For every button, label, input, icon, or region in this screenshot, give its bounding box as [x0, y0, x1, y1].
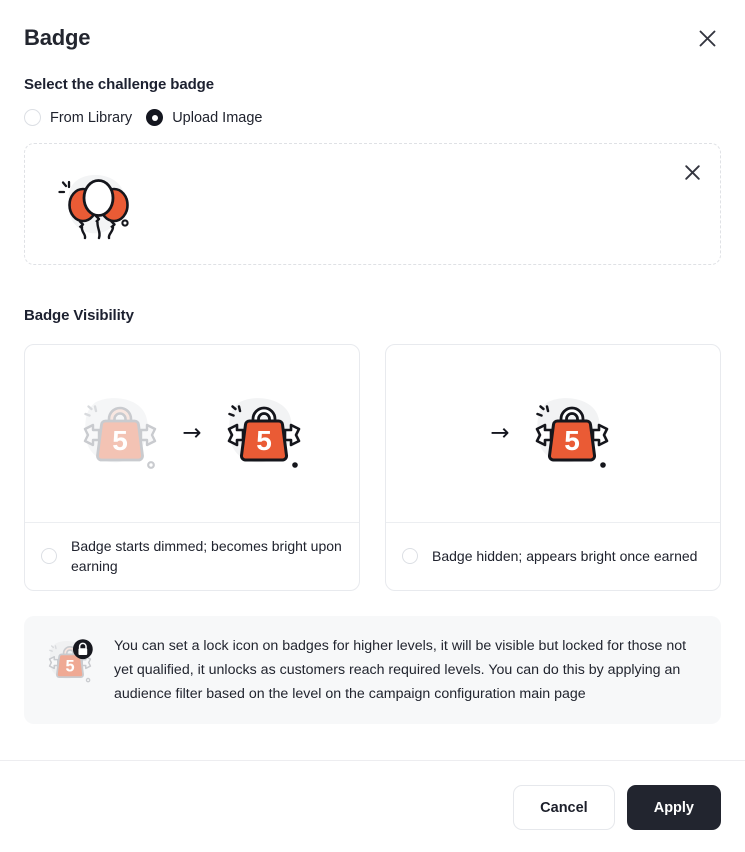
visibility-card-dimmed-art [25, 345, 359, 522]
page-title: Badge [24, 25, 91, 50]
visibility-card-hidden-footer[interactable] [386, 522, 720, 590]
visibility-card-hidden-description: Badge hidden; appears bright once earned [432, 548, 698, 564]
dialog-header [0, 0, 745, 76]
svg-text:5: 5 [255, 424, 272, 456]
visibility-card-hidden[interactable] [385, 344, 721, 591]
dimmed-badge-icon [72, 386, 168, 482]
badge-visibility-label: Badge Visibility [24, 307, 134, 324]
badge-visibility-options [24, 344, 721, 591]
bright-badge-icon [524, 386, 620, 482]
visibility-card-dimmed-footer[interactable] [25, 522, 359, 590]
svg-text:5: 5 [65, 657, 75, 676]
radio-indicator-upload-image[interactable] [146, 109, 163, 126]
dialog-footer [0, 760, 745, 852]
radio-indicator-from-library[interactable] [24, 109, 41, 126]
badge-select-label: Select the challenge badge [24, 76, 214, 93]
balloons-icon [57, 165, 135, 243]
close-dialog-button[interactable] [691, 22, 723, 54]
apply-button[interactable]: Apply [627, 785, 721, 830]
transition-arrow-icon: → [490, 420, 510, 446]
visibility-card-dimmed[interactable] [24, 344, 360, 591]
visibility-card-dimmed-description: Badge starts dimmed; becomes bright upon earning [71, 538, 342, 574]
cancel-button[interactable]: Cancel [513, 785, 615, 830]
remove-uploaded-image-button[interactable] [678, 158, 706, 186]
locked-badge-icon [42, 634, 98, 690]
radio-indicator-dimmed[interactable] [41, 548, 57, 564]
svg-text:5: 5 [112, 424, 129, 456]
visibility-card-hidden-art [386, 345, 720, 522]
upload-dropzone[interactable] [24, 143, 721, 265]
info-note [24, 616, 721, 724]
radio-indicator-hidden[interactable] [402, 548, 418, 564]
close-icon [698, 29, 717, 48]
radio-label-from-library: From Library [50, 109, 133, 126]
badge-source-radio-group [24, 109, 721, 126]
close-icon [684, 164, 701, 181]
radio-option-from-library[interactable] [24, 109, 132, 126]
radio-label-upload-image: Upload Image [172, 109, 263, 126]
info-note-text: You can set a lock icon on badges for higher levels, it will be visible but locked for those not yet qualified, it unlocks as customers reach required levels. You can do this by applying an audience filter based on the level on the campaign configuration main page [114, 638, 687, 702]
transition-arrow-icon: → [182, 420, 202, 446]
dialog-body [0, 76, 745, 760]
bright-badge-icon [216, 386, 312, 482]
radio-option-upload-image[interactable] [146, 109, 262, 126]
svg-text:5: 5 [563, 424, 580, 456]
